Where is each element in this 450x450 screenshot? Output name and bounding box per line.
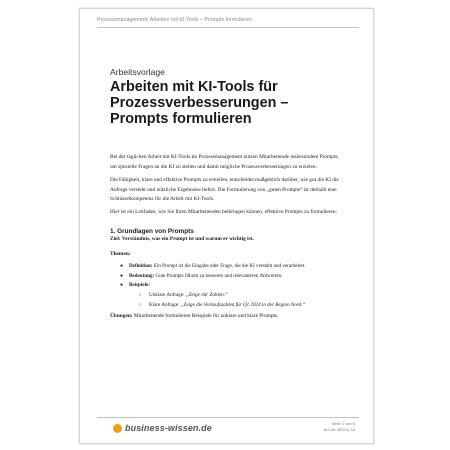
section-heading: 1. Grundlagen von Prompts — [110, 227, 194, 235]
section-goal: Ziel: Verständnis, was ein Prompt ist und warum er wichtig ist. — [110, 235, 254, 242]
item-term: Beispiele: — [129, 282, 150, 289]
themes-label: Themen: — [110, 250, 131, 257]
page-content — [110, 67, 342, 321]
list-item — [120, 273, 342, 280]
topics-list — [110, 263, 342, 309]
logo-text: business-wissen.de — [125, 423, 212, 433]
list-item — [120, 263, 342, 270]
exercise-paragraph — [110, 312, 342, 321]
example-item — [139, 302, 342, 309]
circle-bullet-icon: ○ — [139, 292, 142, 298]
example-item — [139, 292, 342, 299]
example-quote: „Zeige die Verkaufszahlen für Q1 2024 in der Region Nord.“ — [180, 302, 306, 309]
logo-dot-icon — [113, 424, 122, 433]
examples-list — [129, 292, 342, 309]
intro-section — [110, 153, 342, 217]
example-quote: „Zeige mir Zahlen.“ — [185, 292, 228, 299]
document-title: Arbeiten mit KI-Tools für Prozessverbesserungen – Prompts formulieren — [110, 79, 289, 127]
exercise-text: Mitarbeitende formulieren Beispiele für unklare und klare Prompts. — [132, 312, 279, 319]
item-text: Ein Prompt ist die Eingabe oder Frage, die die KI versteht und verarbeitet. — [152, 262, 306, 269]
footer-divider — [97, 417, 359, 418]
intro-paragraph-1: Bei der täglichen Arbeit mit KI-Tools im Prozessmanagement nutzen Mitarbeitende insbesondere Prompts, um spezielle Fragen an die KI zu stellen und damit mögliche Prozessverbesserungen zu erzielen. — [110, 154, 339, 170]
circle-bullet-icon: ○ — [139, 302, 142, 308]
exercise-label: Übungen: — [110, 312, 133, 319]
intro-paragraph-2: Die Fähigkeit, klare und effektive Prompts zu erstellen, entscheidet maßgeblich darüber, wie gut die KI die Anfrage versteht und nützliche Ergebnisse liefert. Die Formulierung von „guten Prompts“ ist deshalb eine Schlüsselkompetenz für die Arbeit mit KI-Tools. — [110, 177, 339, 203]
footer-meta — [324, 421, 355, 433]
list-item — [120, 282, 342, 308]
item-text: Gute Prompts führen zu besseren und relevanteren Antworten. — [154, 272, 283, 279]
item-term: Bedeutung: — [129, 272, 155, 279]
document-type: Arbeitsvorlage — [110, 67, 165, 77]
bullet-icon: ● — [120, 262, 124, 269]
bullet-icon: ● — [120, 272, 124, 279]
example-label: Unklare Anfrage: — [149, 292, 186, 299]
page-number: Seite 1 von 5 — [331, 421, 355, 426]
document-page — [79, 8, 374, 444]
page-header: Prozessmanagement: Arbeiten mit KI-Tools – Prompts formulieren — [97, 17, 359, 28]
article-number: Art.-Nr. BE012.44 — [323, 427, 355, 432]
example-label: Klare Anfrage: — [149, 302, 181, 309]
brand-logo — [113, 423, 212, 433]
bullet-icon: ● — [120, 282, 124, 289]
item-term: Definition: — [129, 262, 153, 269]
intro-paragraph-3: Hier ist ein Leitfaden, wie Sie Ihren Mitarbeitenden beibringen können, effektive Prompts zu formulieren: — [110, 209, 338, 216]
